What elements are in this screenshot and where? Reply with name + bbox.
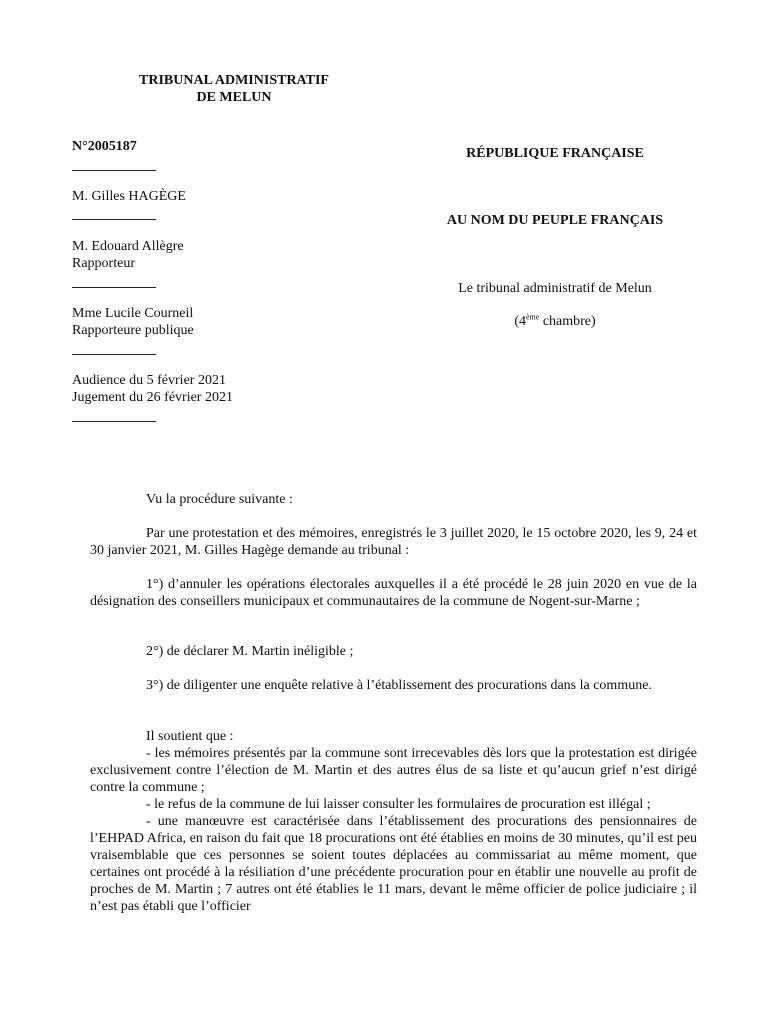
court-name [118, 72, 350, 106]
paragraph: Il soutient que : [146, 729, 234, 744]
procedure-intro [90, 491, 697, 508]
people-heading: AU NOM DU PEUPLE FRANÇAIS [446, 213, 664, 228]
separator [72, 219, 156, 220]
paragraph: Vu la procédure suivante : [146, 492, 293, 507]
republic-heading: RÉPUBLIQUE FRANÇAISE [466, 146, 644, 161]
tribunal-line: Le tribunal administratif de Melun [458, 281, 652, 296]
paragraph: - une manœuvre est caractérisée dans l’établissement des procurations des pensionnaires de l’EHPAD Africa, en raison du fait que 18 procurations ont été établies en moins de 30 minutes, qu’il est peu vraisemblable que ces personnes se soient toutes déplacées au commissariat au même moment, que certaines ont procédé à la résiliation d’une précédente procuration pour en établir une nouvelle au profit de proches de M. Martin ; 7 autres ont été établies le 11 mars, devant le même officier de police judiciaire ; il n’est pas établi que l’officier [90, 814, 697, 914]
hearing-date: Audience du 5 février 2021 [72, 373, 226, 388]
separator [72, 354, 156, 355]
public-rapporteur-role: Rapporteure publique [72, 323, 194, 338]
paragraph: - le refus de la commune de lui laisser consulter les formulaires de procuration est illégal ; [146, 797, 651, 812]
separator [72, 421, 156, 422]
public-rapporteur [72, 305, 194, 339]
paragraph: 1°) d’annuler les opérations électorales auxquelles il a été procédé le 28 juin 2020 en vue de la désignation des conseillers municipaux et communautaires de la commune de Nogent-sur-Marne ; [90, 577, 697, 609]
request-3 [90, 677, 697, 694]
paragraph: 3°) de diligenter une enquête relative à l’établissement des procurations dans la commune. [146, 678, 652, 693]
court-name-line2: DE MELUN [196, 90, 272, 105]
arguments [90, 728, 697, 915]
chamber-prefix: (4 [514, 314, 526, 329]
request-2 [90, 643, 697, 660]
chamber-line [420, 313, 690, 330]
rapporteur-role: Rapporteur [72, 256, 135, 271]
court-name-line1: TRIBUNAL ADMINISTRATIF [139, 73, 329, 88]
applicant-name: M. Gilles HAGÈGE [72, 189, 186, 204]
judgment-date: Jugement du 26 février 2021 [72, 390, 233, 405]
rapporteur [72, 238, 184, 272]
chamber-sup: ème [525, 312, 540, 322]
separator [72, 287, 156, 288]
paragraph: Par une protestation et des mémoires, enregistrés le 3 juillet 2020, le 15 octobre 2020, les 9, 24 et 30 janvier 2021, M. Gilles Hagège demande au tribunal : [90, 526, 697, 558]
public-rapporteur-name: Mme Lucile Courneil [72, 306, 194, 321]
request-1 [90, 576, 697, 610]
paragraph: - les mémoires présentés par la commune sont irrecevables dès lors que la protestation est dirigée exclusivement contre l’élection de M. Martin et des autres élus de sa liste et qu’aucun grief n’est dirigé contre la commune ; [90, 746, 697, 795]
paragraph: 2°) de déclarer M. Martin inéligible ; [146, 644, 354, 659]
protest-paragraph [90, 525, 697, 559]
dates [72, 372, 233, 406]
case-number: N°2005187 [72, 139, 137, 154]
separator [72, 170, 156, 171]
chamber-suffix: chambre) [539, 314, 596, 329]
rapporteur-name: M. Edouard Allègre [72, 239, 184, 254]
